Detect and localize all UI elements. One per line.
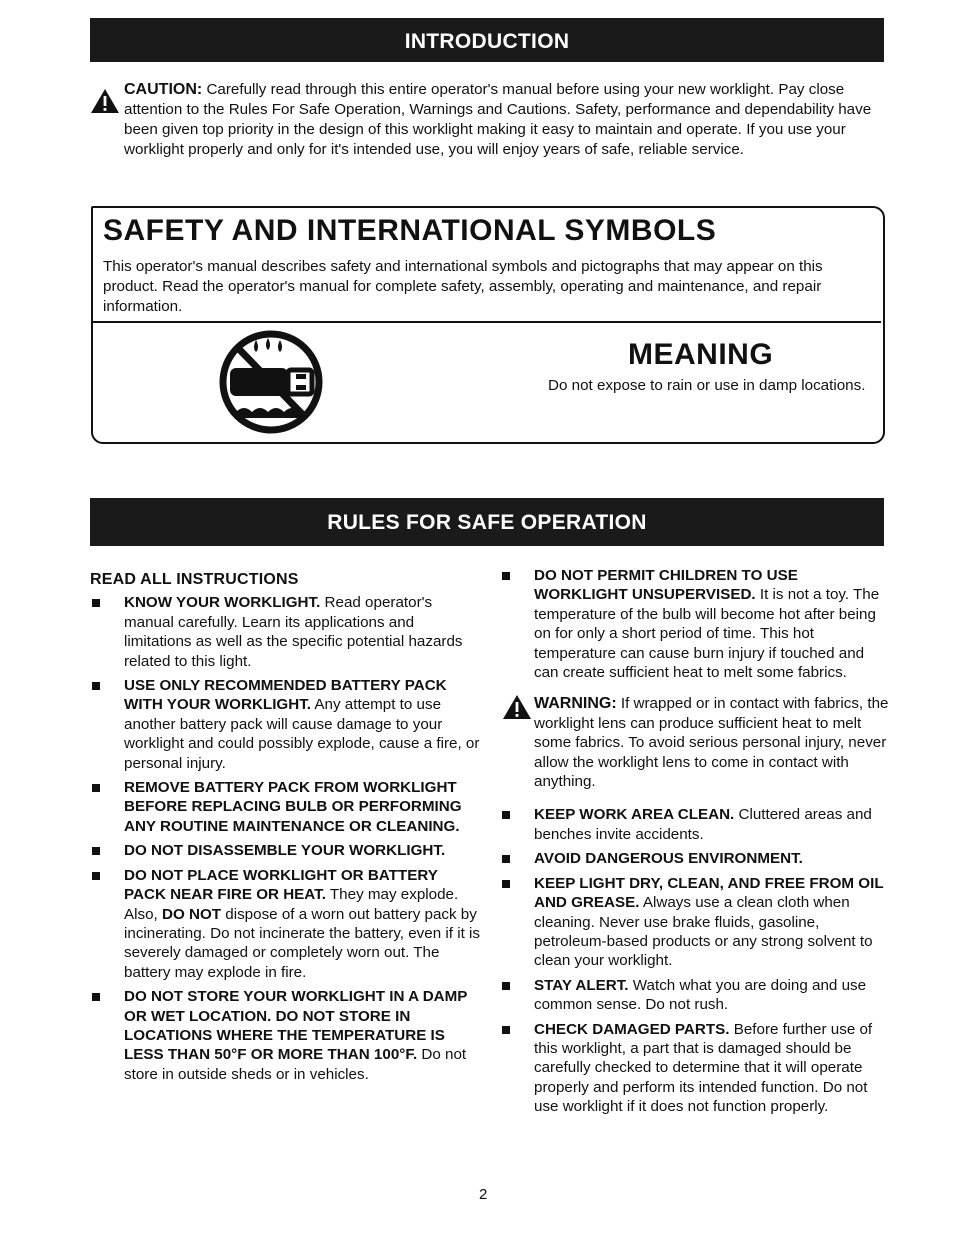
rule-text: Before further use of this worklight, a part that is damaged should be carefully checked to determine that it will operate properly and perform its intended function. Do not use worklight if it does not function properly. [534, 1020, 873, 1116]
rule-bold: DO NOT PERMIT CHILDREN TO USE WORKLIGHT UNSUPERVISED. [534, 567, 798, 604]
rule-bold: DO NOT PLACE WORKLIGHT OR BATTERY PACK NEAR FIRE OR HEAT. [124, 866, 438, 904]
rule-item [500, 805, 890, 844]
meaning-text: Do not expose to rain or use in damp locations. [548, 377, 866, 394]
bullet-square-icon [502, 855, 510, 863]
page-number: 2 [479, 1186, 488, 1203]
rule-bold: KNOW YOUR WORKLIGHT. [124, 594, 321, 612]
rule-text: Cluttered areas and benches invite accidents. [534, 806, 872, 843]
rule-item [500, 1020, 890, 1117]
rule-item [500, 849, 890, 868]
bullet-square-icon [92, 993, 100, 1001]
symbols-description: This operator's manual describes safety and international symbols and pictographs that may appear on this product. Read the operator's manual for complete safety, assembly, operating and maintenance, and repair information. [103, 258, 823, 315]
rule-item [90, 987, 480, 1084]
bullet-square-icon [92, 784, 100, 792]
caution-paragraph [124, 80, 884, 160]
rule-item [90, 676, 480, 773]
rule-item [500, 874, 890, 971]
rule-item [90, 778, 480, 836]
warning-paragraph [500, 694, 890, 791]
rule-item [90, 593, 480, 671]
rule-bold: STAY ALERT. [534, 976, 629, 994]
rule-item [90, 866, 480, 982]
rule-bold: KEEP LIGHT DRY, CLEAN, AND FREE FROM OIL AND GREASE. [534, 874, 884, 912]
rule-bold: DO NOT STORE YOUR WORKLIGHT IN A DAMP OR WET LOCATION. DO NOT STORE IN LOCATIONS WHERE THE TEMPERATURE IS LESS THAN 50°F OR MORE THAN 100°F. [124, 988, 468, 1064]
caution-body: Carefully read through this entire operator's manual before using your new worklight. Pay close attention to the Rules For Safe Operation, Warnings and Cautions. Safety, performance and dependability have been given top priority in the design of this worklight making it easy to maintain and operate. If you use your worklight properly and only for it's intended use, you will enjoy years of safe, reliable service. [124, 81, 872, 158]
rule-text: Any attempt to use another battery pack will cause damage to your worklight and could possibly explode, cause a fire, or personal injury. [124, 696, 480, 772]
bullet-square-icon [502, 1026, 510, 1034]
warning-label: WARNING: [534, 695, 617, 713]
rules-banner: RULES FOR SAFE OPERATION [90, 498, 884, 546]
warning-triangle-icon [502, 694, 532, 720]
meaning-title: MEANING [628, 338, 774, 371]
warning-body: If wrapped or in contact with fabrics, the worklight lens can produce sufficient heat to melt some fabrics. To avoid serious personal injury, never allow the worklight lens to come in contact with anything. [534, 695, 889, 791]
rules-right-column [500, 566, 890, 1122]
rule-bold: CHECK DAMAGED PARTS. [534, 1020, 730, 1038]
bullet-square-icon [92, 872, 100, 880]
rule-text: dispose of a worn out battery pack by incinerating. Do not incinerate the battery, even if it is severely damaged or completely worn out. The battery may explode in fire. [124, 905, 480, 981]
symbols-divider [93, 321, 881, 323]
bullet-square-icon [92, 847, 100, 855]
rule-bold: DO NOT DISASSEMBLE YOUR WORKLIGHT. [124, 842, 446, 860]
bullet-square-icon [502, 572, 510, 580]
rule-bold: REMOVE BATTERY PACK FROM WORKLIGHT BEFORE REPLACING BULB OR PERFORMING ANY ROUTINE MAINTENANCE OR CLEANING. [124, 779, 462, 835]
bullet-square-icon [92, 599, 100, 607]
introduction-banner: INTRODUCTION [90, 18, 884, 62]
bullet-square-icon [502, 811, 510, 819]
warning-triangle-icon [90, 88, 120, 114]
rule-item [500, 566, 890, 682]
rule-text: They may explode. Also, [124, 886, 459, 923]
read-instructions-heading: READ ALL INSTRUCTIONS [90, 571, 299, 588]
rule-text: Watch what you are doing and use common sense. Do not rush. [534, 976, 867, 1014]
bullet-square-icon [502, 880, 510, 888]
rule-item [90, 841, 480, 860]
rule-text: Do not store in outside sheds or in vehicles. [124, 1046, 467, 1083]
rule-text: Always use a clean cloth when cleaning. Never use brake fluids, gasoline, petroleum-based products or any strong solvent to clean your worklight. [534, 894, 873, 970]
rule-bold: KEEP WORK AREA CLEAN. [534, 806, 735, 824]
rule-bold: USE ONLY RECOMMENDED BATTERY PACK WITH YOUR WORKLIGHT. [124, 677, 447, 714]
rule-text: It is not a toy. The temperature of the bulb will become hot after being on for only a short period of time. This hot temperature can cause burn injury if touched and can create sufficient heat to melt some fabrics. [534, 586, 880, 682]
caution-label: CAUTION: [124, 81, 203, 98]
rules-left-column [90, 570, 480, 1089]
symbols-title: SAFETY AND INTERNATIONAL SYMBOLS [103, 214, 717, 247]
rule-text: Read operator's manual carefully. Learn its applications and limitations as well as the specific potential hazards related to this light. [124, 594, 463, 670]
no-rain-damp-plug-icon [216, 330, 326, 434]
rule-item [500, 976, 890, 1015]
bullet-square-icon [92, 682, 100, 690]
rule-bold: AVOID DANGEROUS ENVIRONMENT. [534, 850, 803, 868]
bullet-square-icon [502, 982, 510, 990]
rule-bold: DO NOT [161, 905, 222, 923]
